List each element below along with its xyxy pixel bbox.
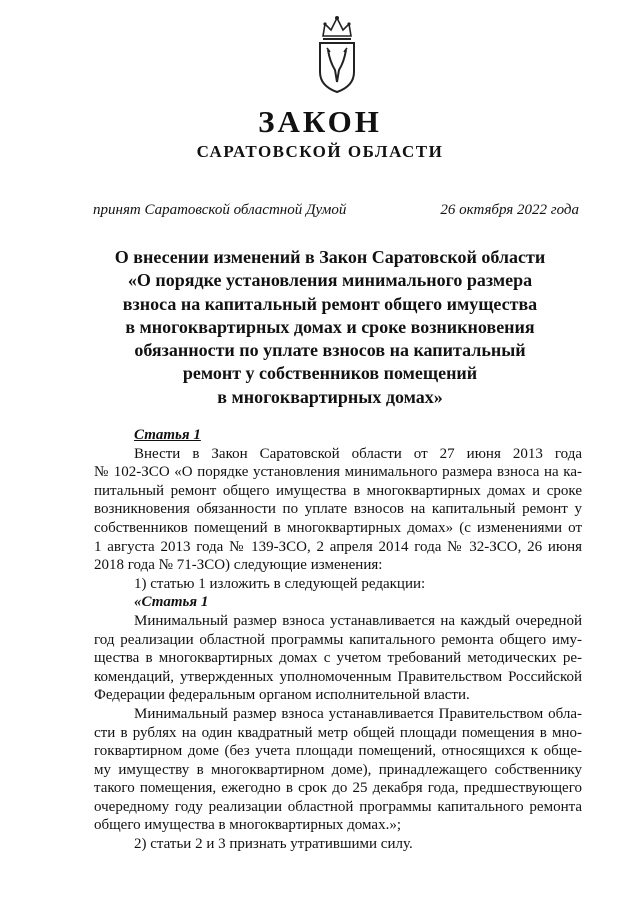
article-text-line: 2018 года № 71-ЗСО) следующие изменения: [94, 557, 383, 574]
paragraph-1-line: щества в многоквартирных домах с учетом требований методических ре- [94, 650, 582, 667]
coat-of-arms-icon [315, 14, 359, 94]
law-title-line: ремонт у собственников помещений [182, 363, 478, 384]
law-title-line: в многоквартирных домах» [217, 386, 443, 407]
document-title: ЗАКОН [258, 104, 382, 139]
law-title-line: «О порядке установления минимального размера [127, 270, 533, 291]
law-title-line: в многоквартирных домах и сроке возникновения [125, 316, 535, 337]
article-text-line: № 102-ЗСО «О порядке установления минимального размера взноса на ка- [94, 464, 582, 481]
article-text-line: 1 августа 2013 года № 139-ЗСО, 2 апреля 2014 года № 32-ЗСО, 26 июня [94, 538, 582, 555]
paragraph-2-line: Минимальный размер взноса устанавливается Правительством обла- [134, 705, 582, 722]
paragraph-2-line: общего имущества в многоквартирных домах.»; [94, 817, 401, 834]
article-text-line: собственников помещений в многоквартирных домах» (с изменениями от [94, 519, 582, 536]
paragraph-1-line: комендаций, утвержденных уполномоченным Правительством Российской [94, 668, 582, 685]
article-heading: Статья 1 [134, 427, 201, 443]
article-text-line: Внести в Закон Саратовской области от 27 июня 2013 года [134, 445, 582, 462]
paragraph-2-line: такого помещения, ежегодно в срок до 25 декабря года, предшествующего [94, 780, 582, 797]
paragraph-1-line: год реализации областной программы капитального ремонта общего иму- [94, 631, 582, 648]
quoted-article-heading: «Статья 1 [134, 594, 209, 611]
region-name: САРАТОВСКОЙ ОБЛАСТИ [196, 142, 444, 161]
article-text-line: возникновения обязанности по уплате взносов на капитальный ремонт у [94, 501, 582, 518]
adoption-date: 26 октября 2022 года [440, 202, 579, 218]
paragraph-1-line: Федерации федеральным органом исполнительной власти. [94, 687, 470, 704]
law-title [80, 246, 580, 409]
amendment-item-1: 1) статью 1 изложить в следующей редакции: [134, 575, 426, 592]
article-text-line: питальный ремонт общего имущества в многоквартирных домах и сроке [94, 482, 582, 499]
paragraph-2-line: сти в рублях на один квадратный метр общей площади помещения в мно- [94, 724, 582, 741]
law-title-line: О внесении изменений в Закон Саратовской области [114, 247, 546, 267]
law-title-line: взноса на капитальный ремонт общего имущества [122, 293, 538, 314]
paragraph-2-line: гоквартирном доме (без учета площади помещений, относящихся к обще- [94, 743, 582, 760]
paragraph-2-line: очередному году реализации областной программы капитального ремонта [94, 798, 582, 815]
paragraph-1-line: Минимальный размер взноса устанавливается на каждый очередной [134, 612, 582, 629]
adopted-by: принят Саратовской областной Думой [93, 202, 347, 218]
article-body [94, 426, 582, 854]
law-title-line: обязанности по уплате взносов на капитальный [134, 340, 526, 361]
paragraph-2-line: му имуществу в многоквартирном доме), принадлежащего собственнику [94, 761, 582, 778]
amendment-item-2: 2) статьи 2 и 3 признать утратившими силу. [134, 836, 413, 853]
